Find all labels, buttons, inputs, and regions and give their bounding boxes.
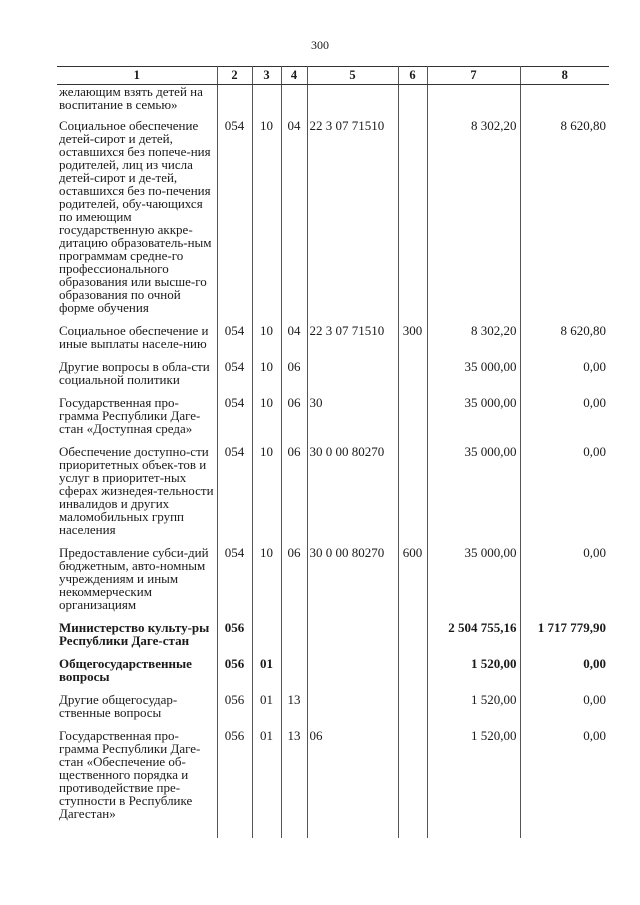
- row-subsection-code: 04: [281, 322, 307, 358]
- row-amount-year-2: 0,00: [520, 443, 609, 544]
- row-amount-year-1: 35 000,00: [427, 544, 520, 619]
- row-target-article: 22 3 07 71510: [307, 322, 398, 358]
- row-section-code: 10: [252, 358, 281, 394]
- table-row: [57, 443, 609, 544]
- row-ministry-code: 056: [217, 655, 252, 691]
- row-ministry-code: 054: [217, 358, 252, 394]
- table-row: [57, 655, 609, 691]
- row-subsection-code: 06: [281, 358, 307, 394]
- header-col-3: 3: [252, 67, 281, 85]
- row-amount-year-2: 8 620,80: [520, 117, 609, 322]
- table-row: [57, 727, 609, 838]
- row-amount-year-2: 0,00: [520, 655, 609, 691]
- row-amount-year-1: 35 000,00: [427, 394, 520, 443]
- row-name: Социальное обеспечение детей-сирот и детей, оставшихся без попече-ния родителей, лиц из числа детей-сирот и де-тей, оставшихся без по-печения родителей, обу-чающихся по имеющим государственную аккре-дитацию образователь-ным программам средне-го профессионального образования или высше-го образования по очной форме обучения: [57, 117, 217, 322]
- row-amount-year-1: 35 000,00: [427, 443, 520, 544]
- row-target-article: [307, 691, 398, 727]
- table-row: [57, 117, 609, 322]
- row-section-code: 10: [252, 322, 281, 358]
- table-body: [57, 85, 609, 839]
- row-amount-year-2: 0,00: [520, 691, 609, 727]
- row-amount-year-1: 8 302,20: [427, 322, 520, 358]
- row-ministry-code: 056: [217, 619, 252, 655]
- row-section-code: 10: [252, 117, 281, 322]
- row-amount-year-1: 35 000,00: [427, 358, 520, 394]
- row-name: Государственная про-грамма Республики Даге-стан «Обеспечение об-щественного порядка и противодействие пре-ступности в Республике Дагестан»: [57, 727, 217, 838]
- header-col-2: 2: [217, 67, 252, 85]
- row-name: Другие общегосудар-ственные вопросы: [57, 691, 217, 727]
- table-row: [57, 619, 609, 655]
- row-target-article: 30 0 00 80270: [307, 443, 398, 544]
- row-name: Другие вопросы в обла-сти социальной политики: [57, 358, 217, 394]
- row-expense-type: [398, 117, 427, 322]
- row-expense-type: 300: [398, 322, 427, 358]
- row-expense-type: [398, 85, 427, 118]
- row-amount-year-2: 0,00: [520, 544, 609, 619]
- row-target-article: 06: [307, 727, 398, 838]
- row-subsection-code: [281, 655, 307, 691]
- row-ministry-code: 054: [217, 443, 252, 544]
- table-row: [57, 394, 609, 443]
- row-amount-year-2: 1 717 779,90: [520, 619, 609, 655]
- row-section-code: 01: [252, 655, 281, 691]
- row-expense-type: [398, 655, 427, 691]
- header-col-7: 7: [427, 67, 520, 85]
- row-target-article: [307, 655, 398, 691]
- budget-table: [57, 66, 609, 838]
- row-ministry-code: 054: [217, 322, 252, 358]
- row-expense-type: [398, 394, 427, 443]
- row-name: Государственная про-грамма Республики Даге-стан «Доступная среда»: [57, 394, 217, 443]
- row-ministry-code: 054: [217, 544, 252, 619]
- row-amount-year-1: 2 504 755,16: [427, 619, 520, 655]
- row-ministry-code: 054: [217, 117, 252, 322]
- table-row: [57, 544, 609, 619]
- row-subsection-code: [281, 85, 307, 118]
- row-subsection-code: 06: [281, 394, 307, 443]
- row-name: Обеспечение доступно-сти приоритетных объек-тов и услуг в приоритет-ных сферах жизнедея-тельности инвалидов и других маломобильных групп населения: [57, 443, 217, 544]
- row-target-article: [307, 85, 398, 118]
- row-target-article: 22 3 07 71510: [307, 117, 398, 322]
- table-row: [57, 322, 609, 358]
- row-name: Предоставление субси-дий бюджетным, авто-номным учреждениям и иным некоммерческим организациям: [57, 544, 217, 619]
- row-target-article: [307, 358, 398, 394]
- row-section-code: [252, 85, 281, 118]
- row-ministry-code: 054: [217, 394, 252, 443]
- row-expense-type: [398, 691, 427, 727]
- row-name: Социальное обеспечение и иные выплаты населе-нию: [57, 322, 217, 358]
- row-expense-type: [398, 358, 427, 394]
- row-amount-year-1: 1 520,00: [427, 727, 520, 838]
- row-amount-year-1: 1 520,00: [427, 655, 520, 691]
- row-subsection-code: 13: [281, 691, 307, 727]
- row-ministry-code: 056: [217, 727, 252, 838]
- row-expense-type: [398, 727, 427, 838]
- row-section-code: 10: [252, 394, 281, 443]
- row-expense-type: [398, 619, 427, 655]
- row-section-code: 01: [252, 727, 281, 838]
- row-name: Общегосударственные вопросы: [57, 655, 217, 691]
- row-amount-year-2: 8 620,80: [520, 322, 609, 358]
- row-amount-year-2: 0,00: [520, 727, 609, 838]
- table-row: [57, 691, 609, 727]
- row-subsection-code: 06: [281, 443, 307, 544]
- page-number: 300: [311, 38, 329, 52]
- row-section-code: [252, 619, 281, 655]
- row-subsection-code: [281, 619, 307, 655]
- table-row: [57, 358, 609, 394]
- row-ministry-code: [217, 85, 252, 118]
- row-section-code: 10: [252, 443, 281, 544]
- header-col-5: 5: [307, 67, 398, 85]
- row-subsection-code: 13: [281, 727, 307, 838]
- row-target-article: 30 0 00 80270: [307, 544, 398, 619]
- header-row: [57, 67, 609, 85]
- row-section-code: 10: [252, 544, 281, 619]
- header-col-1: 1: [57, 67, 217, 85]
- row-target-article: 30: [307, 394, 398, 443]
- header-col-4: 4: [281, 67, 307, 85]
- row-amount-year-1: [427, 85, 520, 118]
- row-subsection-code: 04: [281, 117, 307, 322]
- row-amount-year-1: 8 302,20: [427, 117, 520, 322]
- row-name: желающим взять детей на воспитание в семью»: [57, 85, 217, 118]
- row-target-article: [307, 619, 398, 655]
- row-amount-year-2: 0,00: [520, 394, 609, 443]
- row-subsection-code: 06: [281, 544, 307, 619]
- table-row: [57, 85, 609, 118]
- header-col-8: 8: [520, 67, 609, 85]
- row-expense-type: 600: [398, 544, 427, 619]
- row-amount-year-2: [520, 85, 609, 118]
- row-name: Министерство культу-ры Республики Даге-стан: [57, 619, 217, 655]
- header-col-6: 6: [398, 67, 427, 85]
- row-amount-year-2: 0,00: [520, 358, 609, 394]
- row-section-code: 01: [252, 691, 281, 727]
- row-ministry-code: 056: [217, 691, 252, 727]
- row-expense-type: [398, 443, 427, 544]
- row-amount-year-1: 1 520,00: [427, 691, 520, 727]
